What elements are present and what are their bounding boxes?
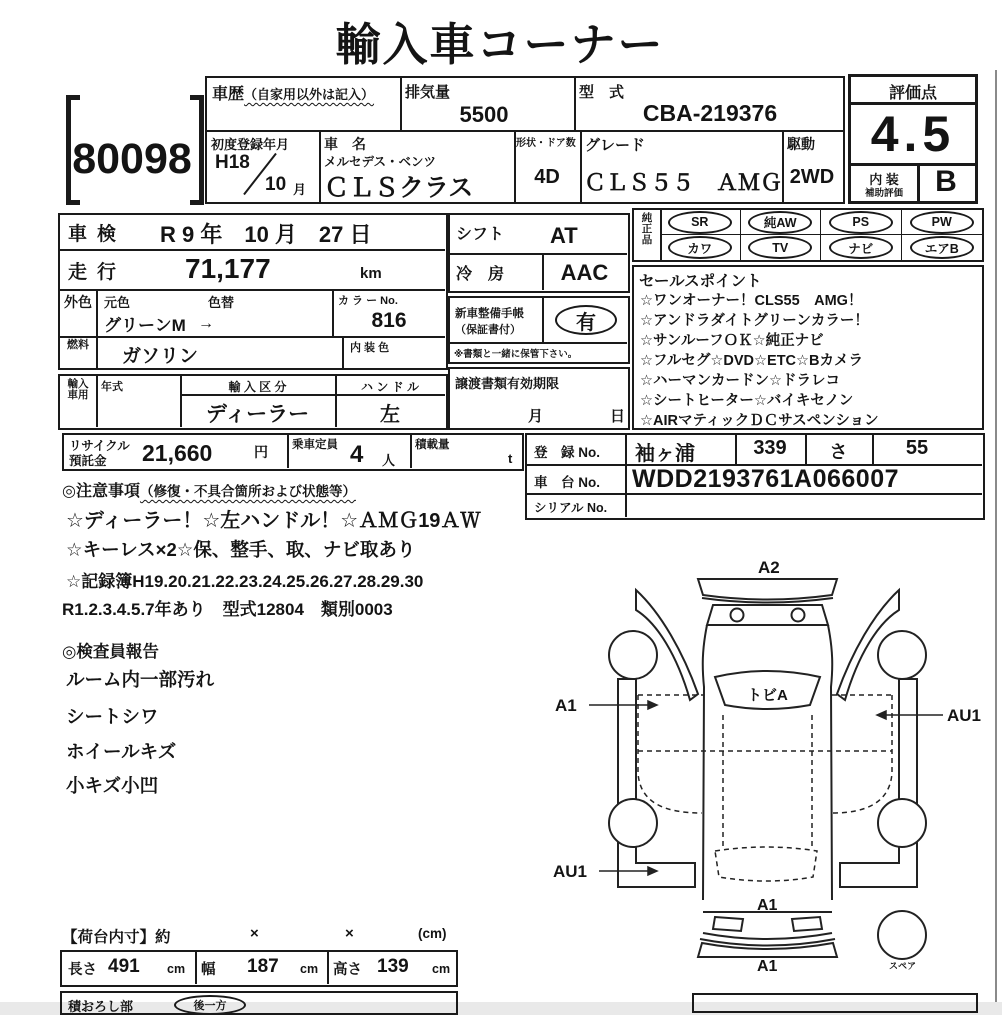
genuine-parts-box (632, 208, 984, 262)
displacement-label: 排気量 (405, 84, 451, 101)
inspector-heading: ◎検査員報告 (62, 643, 159, 661)
page-title: 輸入車コーナー (335, 19, 665, 70)
registration-box (525, 433, 985, 520)
transfer-docs-box (448, 367, 630, 430)
notes-heading-sub: （修復・不具合箇所および状態等） (139, 484, 356, 499)
rating-score: 4.5 (870, 106, 956, 162)
cargo-height-value: 139 (377, 956, 409, 977)
genuine-option-airbag: エアB (910, 236, 974, 259)
diagram-label-a1-left: A1 (555, 696, 577, 715)
cargo-x1: × (250, 925, 259, 942)
sales-points-title: セールスポイント (639, 273, 762, 290)
car-name-label: 車 名 (324, 136, 366, 152)
diagram-label-a1-rear: A1 (757, 897, 778, 914)
shaken-label: 車検 (68, 224, 127, 245)
first-reg-month-suffix: 月 (293, 182, 307, 197)
color-value: グリーンM (104, 316, 186, 335)
lot-number: 80098 (72, 135, 192, 183)
cargo-width-value: 187 (247, 956, 279, 977)
reg-num: 55 (905, 437, 929, 459)
genuine-option-navi: ナビ (829, 236, 893, 259)
inspector-line: 小キズ小凹 (66, 775, 159, 796)
genuine-label: 純正品 (641, 212, 653, 247)
sales-point-line: ☆ハーマンカードン☆ドラレコ (640, 373, 840, 389)
model-code-value: CBA-219376 (642, 100, 778, 126)
cargo-width-unit: cm (300, 962, 319, 976)
shaken-value: R 9 年 10 月 27 日 (160, 222, 372, 247)
diagram-label-au1-left: AU1 (553, 862, 588, 881)
service-book-label-1: 新車整備手帳 (455, 308, 524, 320)
sales-points-box (632, 265, 984, 430)
cargo-cm-note: (cm) (418, 926, 447, 941)
diagram-label-au1-right: AU1 (947, 706, 982, 725)
keep-note: ※書類と一緒に保管下さい。 (454, 349, 578, 360)
cargo-length-unit: cm (167, 962, 186, 976)
first-reg-year: H18 (215, 152, 250, 173)
import-division-label: 輸 入 区 分 (228, 380, 287, 394)
ext-color-label: 外色 (64, 294, 92, 310)
displacement-value: 5500 (459, 102, 509, 127)
service-book-box (448, 296, 630, 364)
recycle-box (62, 433, 524, 471)
color-no-label: カ ラ ー No. (338, 295, 398, 307)
transfer-month: 月 (528, 408, 544, 425)
service-book-label-2: （保証書付） (455, 324, 521, 336)
recycle-unit: 円 (254, 444, 268, 460)
cargo-height-label: 高さ (333, 962, 362, 978)
cargo-length-value: 491 (108, 956, 140, 977)
notes-line: ☆ディーラー！☆左ハンドル！☆ＡＭＧ19ＡＷ (66, 510, 481, 532)
top-table (205, 76, 845, 204)
color-arrow: → (198, 315, 214, 332)
genuine-option-ps: PS (829, 211, 893, 234)
first-reg-month: 10 (265, 174, 287, 195)
cargo-partial-label: 積おろし部 (68, 999, 134, 1014)
cargo-x2: × (345, 925, 354, 942)
interior-color-label: 内 装 色 (350, 342, 390, 354)
fuel-label: 燃料 (67, 339, 89, 351)
recycle-label-1: リサイクル (69, 439, 130, 453)
inspector-line: ルーム内一部汚れ (66, 669, 215, 690)
rating-box (848, 74, 978, 204)
mileage-label: 走行 (68, 262, 127, 283)
mileage-unit: km (360, 265, 382, 282)
cargo-partial-value: 後一方 (193, 1000, 227, 1012)
genuine-option-sr: SR (668, 211, 732, 234)
cargo-partial-row (60, 991, 458, 1015)
history-note: （自家用以外は記入） (244, 87, 375, 102)
history-label: 車歴 (212, 86, 245, 103)
notes-line: R1.2.3.4.5.7年あり 型式12804 類別0003 (62, 600, 393, 619)
sales-point-line: ☆ワンオーナー！CLS55 AMG！ (640, 293, 863, 309)
vehicle-diagram (545, 555, 990, 1002)
diagram-windshield-mark: トビA (747, 687, 788, 704)
year-model-label: 年式 (101, 381, 123, 393)
import-division-value: ディーラー (205, 403, 310, 426)
sales-point-line: ☆AIRマティックＤＣサスペンション (640, 413, 879, 429)
vehicle-detail-table (58, 213, 448, 370)
capacity-label: 乗車定員 (292, 439, 338, 451)
sales-point-line: ☆アンドラダイトグリーンカラー！ (640, 313, 869, 329)
shift-ac-box (448, 213, 630, 293)
reg-no-label: 登 録 No. (534, 445, 600, 460)
shift-label: シフト (456, 226, 505, 243)
diagram-label-a2: A2 (758, 558, 780, 577)
inspector-line: ホイールキズ (66, 741, 177, 762)
notes-line: ☆キーレス×2☆保、整手、取、ナビ取あり (66, 539, 416, 560)
grade-label: グレード (585, 137, 646, 154)
cargo-width-label: 幅 (201, 962, 216, 978)
reg-kana: さ (829, 442, 848, 462)
drive-label: 駆動 (787, 136, 815, 152)
interior-rating-label-1: 内 装 (869, 172, 899, 187)
shape-value: 4D (534, 166, 560, 188)
handle-value: 左 (380, 404, 400, 426)
fuel-value: ガソリン (122, 346, 199, 367)
capacity-value: 4 (350, 441, 364, 468)
cargo-height-unit: cm (432, 962, 451, 976)
cargo-heading: 【荷台内寸】約 (62, 929, 171, 946)
car-maker: メルセデス・ベンツ (324, 155, 437, 169)
bottom-right-partial-box (692, 993, 978, 1013)
genuine-option-tv: TV (748, 236, 812, 259)
genuine-option-pw: PW (910, 211, 974, 234)
genuine-option-kawa: カワ (668, 236, 732, 259)
ac-label: 冷 房 (456, 266, 505, 283)
interior-rating-grade: B (935, 165, 957, 198)
grade-value: ＣＬＳ５５ ＡＭＧ (584, 170, 783, 195)
first-reg-label: 初度登録年月 (211, 137, 290, 152)
mileage-value: 71,177 (185, 253, 271, 284)
sales-point-line: ☆サンルーフＯＫ☆純正ナビ (640, 333, 824, 349)
chassis-no-label: 車 台 No. (534, 475, 600, 490)
color-no-value: 816 (371, 309, 407, 332)
recycle-label-2: 預託金 (69, 454, 107, 468)
interior-rating-label-2: 補助評価 (864, 188, 903, 199)
shift-value: AT (550, 223, 578, 248)
sales-point-line: ☆シートヒーター☆バイキセノン (640, 393, 854, 409)
chassis-no-value: WDD2193761A066007 (632, 465, 900, 493)
diagram-label-a1-bottom: A1 (757, 958, 778, 975)
recycle-value: 21,660 (142, 440, 213, 466)
reg-area: 袖ヶ浦 (635, 443, 695, 465)
capacity-unit: 人 (382, 453, 396, 468)
import-label: 輸入車用 (67, 378, 89, 402)
transfer-label: 譲渡書類有効期限 (455, 376, 560, 391)
service-book-value-oval (555, 305, 617, 335)
sales-point-line: ☆フルセグ☆DVD☆ETC☆Bカメラ (640, 353, 864, 369)
car-name-value: ＣＬＳクラス (324, 174, 474, 202)
lot-bracket-right (190, 95, 204, 205)
orig-color-label: 元色 (104, 295, 131, 310)
genuine-option-aw: 純AW (748, 211, 812, 234)
load-unit: t (508, 451, 513, 466)
load-label: 積載量 (415, 439, 450, 451)
serial-no-label: シリアル No. (534, 501, 608, 515)
inspector-line: シートシワ (66, 706, 159, 727)
notes-heading: ◎注意事項 (62, 483, 140, 500)
ac-value: AAC (560, 260, 609, 285)
handle-label: ハ ン ド ル (360, 380, 419, 394)
drive-value: 2WD (789, 166, 835, 188)
rating-score-label: 評価点 (888, 85, 937, 102)
notes-line: ☆記録簿H19.20.21.22.23.24.25.26.27.28.29.30 (66, 572, 424, 591)
reg-class: 339 (753, 437, 787, 459)
model-code-label: 型 式 (579, 84, 625, 101)
page-edge-line (995, 70, 997, 1002)
diagram-label-spare: スペア (889, 961, 917, 971)
color-change-label: 色替 (208, 295, 235, 310)
cargo-partial-value-oval (174, 995, 246, 1015)
shape-label: 形状・ドア数 (516, 138, 576, 149)
transfer-day: 日 (610, 408, 626, 425)
cargo-table (60, 950, 458, 987)
cargo-length-label: 長さ (68, 962, 97, 978)
service-book-value: 有 (576, 311, 596, 334)
import-info-box (58, 374, 448, 430)
